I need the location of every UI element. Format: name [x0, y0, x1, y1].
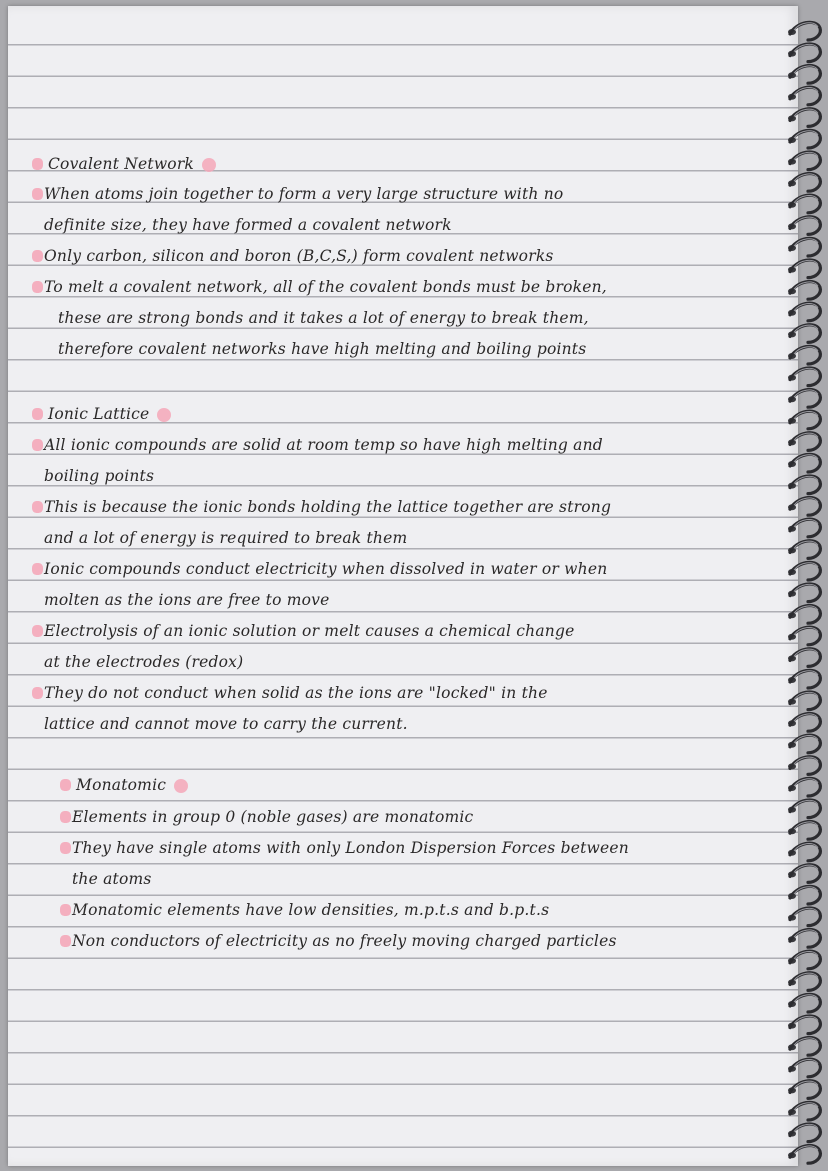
note-line: They have single atoms with only London Dispersion Forces between [72, 833, 768, 863]
highlight-dot [32, 281, 43, 293]
note-line: Ionic compounds conduct electricity when dissolved in water or when [44, 554, 768, 584]
spiral-coil [788, 238, 820, 256]
spiral-coil [788, 822, 820, 840]
highlight-dot [32, 158, 43, 170]
spiral-coil [788, 519, 820, 537]
spiral-coil [788, 584, 820, 602]
highlight-dot [202, 158, 216, 172]
spiral-binding [776, 0, 828, 1171]
spiral-coil [788, 908, 820, 926]
highlight-dot [32, 501, 43, 513]
note-line: boiling points [44, 467, 155, 485]
spiral-coil [788, 1146, 820, 1164]
highlight-dot [32, 250, 43, 262]
spiral-coil [788, 627, 820, 645]
highlight-dot [174, 779, 188, 793]
highlight-dot [60, 779, 71, 791]
spiral-coil [788, 757, 820, 775]
spiral-coil [788, 886, 820, 904]
spiral-coil [788, 217, 820, 235]
spiral-coil [788, 1124, 820, 1142]
section-heading: Covalent Network [44, 149, 768, 179]
spiral-coil [788, 66, 820, 84]
note-line: lattice and cannot move to carry the current. [44, 715, 408, 733]
spiral-coil [788, 541, 820, 559]
spiral-coil [788, 22, 820, 40]
highlight-dot [32, 625, 43, 637]
spiral-coil [788, 282, 820, 300]
note-line: Only carbon, silicon and boron (B,C,S,) form covalent networks [44, 241, 768, 271]
spiral-coil [788, 454, 820, 472]
notebook-page [8, 6, 798, 1166]
note-line: at the electrodes (redox) [44, 653, 244, 671]
spiral-coil [788, 562, 820, 580]
spiral-coil [788, 800, 820, 818]
highlight-dot [157, 408, 171, 422]
note-line: Electrolysis of an ionic solution or melt causes a chemical change [44, 616, 768, 646]
highlight-dot [32, 687, 43, 699]
section-heading: Ionic Lattice [44, 399, 768, 429]
spiral-coil [788, 152, 820, 170]
spiral-coil [788, 606, 820, 624]
note-line: therefore covalent networks have high melting and boiling points [58, 340, 587, 358]
spiral-coil [788, 714, 820, 732]
note-line: Non conductors of electricity as no freely moving charged particles [72, 926, 768, 956]
highlight-dot [60, 935, 71, 947]
spiral-coil [788, 325, 820, 343]
spiral-coil [788, 44, 820, 62]
spiral-coil [788, 174, 820, 192]
spiral-coil [788, 195, 820, 213]
note-line: They do not conduct when solid as the ions are "locked" in the [44, 678, 768, 708]
highlight-dot [60, 842, 71, 854]
spiral-coil [788, 346, 820, 364]
spiral-coil [788, 1102, 820, 1120]
spiral-coil [788, 1038, 820, 1056]
note-line: Monatomic elements have low densities, m.p.t.s and b.p.t.s [72, 895, 768, 925]
note-line: Elements in group 0 (noble gases) are monatomic [72, 802, 768, 832]
highlight-dot [32, 563, 43, 575]
spiral-coil [788, 843, 820, 861]
note-line: and a lot of energy is required to break them [44, 529, 408, 547]
spiral-coil [788, 1016, 820, 1034]
spiral-coil [788, 865, 820, 883]
spiral-coil [788, 994, 820, 1012]
note-line: definite size, they have formed a covalent network [44, 216, 452, 234]
spiral-coil [788, 368, 820, 386]
section-heading: Monatomic [72, 770, 768, 800]
note-line: To melt a covalent network, all of the covalent bonds must be broken, [44, 272, 768, 302]
highlight-dot [32, 439, 43, 451]
note-line: All ionic compounds are solid at room temp so have high melting and [44, 430, 768, 460]
spiral-coil [788, 930, 820, 948]
highlight-dot [32, 188, 43, 200]
notes-content [8, 6, 768, 1166]
spiral-coil [788, 951, 820, 969]
note-line: This is because the ionic bonds holding the lattice together are strong [44, 492, 768, 522]
spiral-coil [788, 1059, 820, 1077]
spiral-coil [788, 498, 820, 516]
spiral-coil [788, 109, 820, 127]
spiral-coil [788, 735, 820, 753]
note-line: When atoms join together to form a very large structure with no [44, 179, 768, 209]
spiral-coil [788, 433, 820, 451]
spiral-coil [788, 778, 820, 796]
highlight-dot [60, 811, 71, 823]
note-line: the atoms [72, 870, 152, 888]
spiral-coil [788, 390, 820, 408]
spiral-coil [788, 692, 820, 710]
spiral-coil [788, 670, 820, 688]
spiral-coil [788, 303, 820, 321]
note-line: molten as the ions are free to move [44, 591, 330, 609]
spiral-coil [788, 130, 820, 148]
spiral-coil [788, 260, 820, 278]
spiral-coil [788, 649, 820, 667]
spiral-coil [788, 1081, 820, 1099]
spiral-coil [788, 411, 820, 429]
spiral-coil [788, 476, 820, 494]
spiral-coil [788, 87, 820, 105]
highlight-dot [32, 408, 43, 420]
note-line: these are strong bonds and it takes a lot of energy to break them, [58, 309, 589, 327]
highlight-dot [60, 904, 71, 916]
spiral-coil [788, 973, 820, 991]
